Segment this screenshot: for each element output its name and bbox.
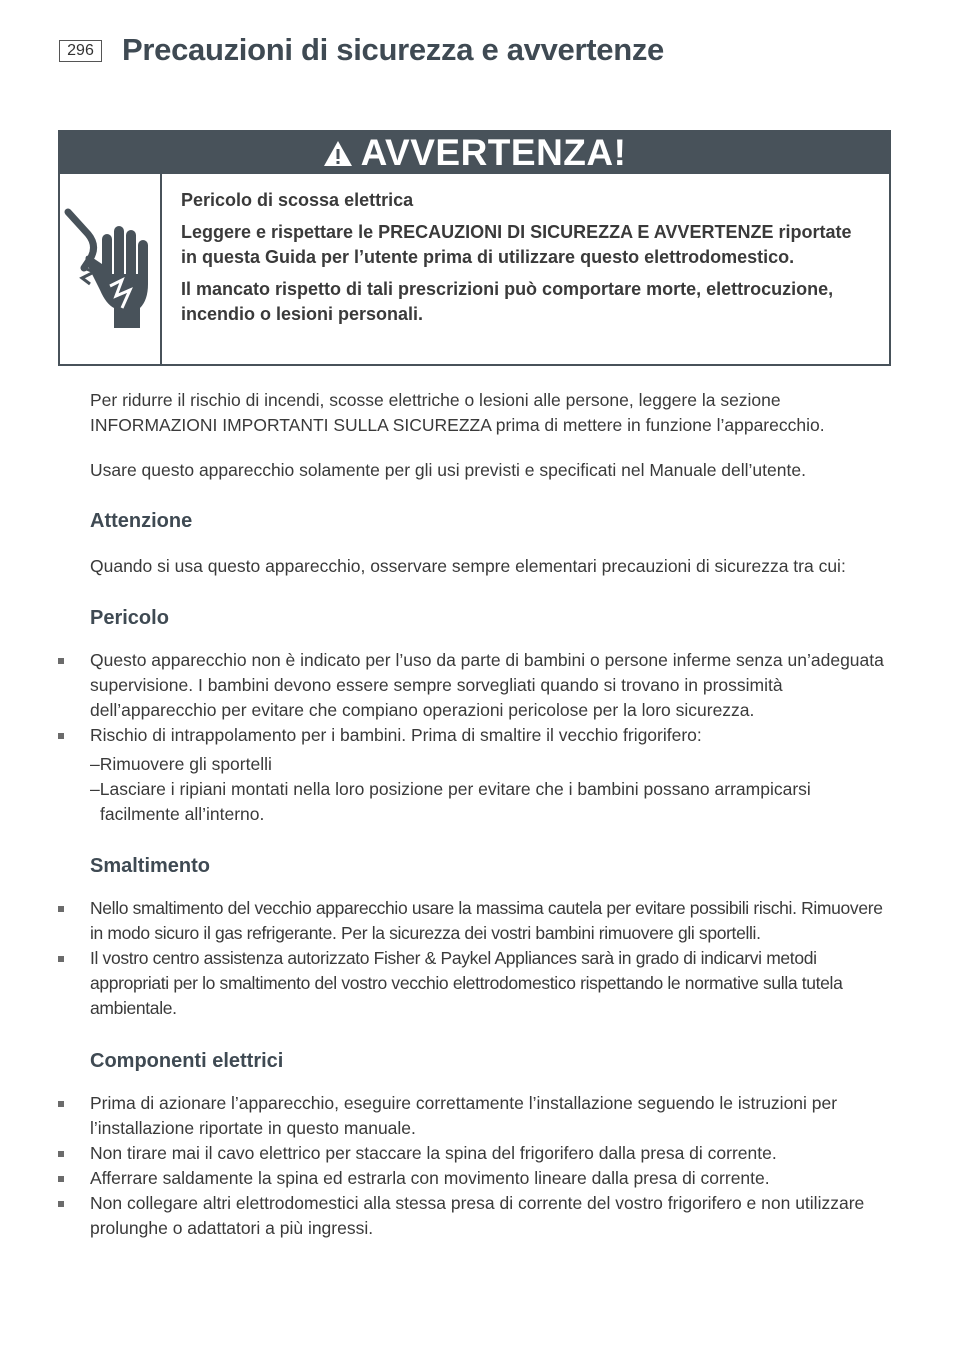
warning-box <box>58 130 891 366</box>
componenti-list <box>90 1091 890 1241</box>
warning-line: Pericolo di scossa elettrica <box>181 190 414 210</box>
list-item: Nello smaltimento del vecchio apparecchio usare la massima cautela per evitare possibili rischi. Rimuovere in modo sicuro il gas refrigerante. Per la sicurezza dei vostri bambini rimuovere gli sportelli. <box>90 896 890 946</box>
list-item: Afferrare saldamente la spina ed estrarla con movimento lineare dalla presa di corrente. <box>90 1166 890 1191</box>
section-heading-smaltimento: Smaltimento <box>90 855 211 877</box>
page-number: 296 <box>59 40 102 62</box>
electric-shock-hand-icon <box>60 204 160 334</box>
content <box>90 388 890 1241</box>
warning-line: Leggere e rispettare le PRECAUZIONI DI SICUREZZA E AVVERTENZE riportate in questa Guida per l’utente prima di utilizzare questo elettrodomestico. <box>181 222 852 267</box>
list-item: Rischio di intrappolamento per i bambini. Prima di smaltire il vecchio frigorifero: <box>90 723 890 748</box>
section-heading-attenzione: Attenzione <box>90 510 193 532</box>
warning-title: AVVERTENZA! <box>360 132 627 173</box>
pericolo-list <box>90 648 890 748</box>
section-heading-pericolo: Pericolo <box>90 607 169 629</box>
list-item: Il vostro centro assistenza autorizzato Fisher & Paykel Appliances sarà in grado di indicarvi metodi appropriati per lo smaltimento del vostro vecchio elettrodomestico rispettando le normative sulla tutela ambientale. <box>90 946 890 1021</box>
warning-icon-cell <box>60 174 162 364</box>
section-heading-componenti: Componenti elettrici <box>90 1050 284 1072</box>
list-item: Non tirare mai il cavo elettrico per staccare la spina del frigorifero dalla presa di corrente. <box>90 1141 890 1166</box>
list-item: Questo apparecchio non è indicato per l’uso da parte di bambini o persone inferme senza un’adeguata supervisione. I bambini devono essere sempre sorvegliati quando si trovano in prossimità dell’apparecchio per evitare che compiano operazioni pericolose per la loro sicurezza. <box>90 648 890 723</box>
smaltimento-list <box>90 896 890 1021</box>
dash-item: –Rimuovere gli sportelli <box>90 754 272 774</box>
warning-header <box>60 132 889 174</box>
list-item: Non collegare altri elettrodomestici alla stessa presa di corrente del vostro frigorifero e non utilizzare prolunghe o adattatori a più ingressi. <box>90 1191 890 1241</box>
attenzione-text: Quando si usa questo apparecchio, osservare sempre elementari precauzioni di sicurezza tra cui: <box>90 556 846 576</box>
list-item: Prima di azionare l’apparecchio, eseguire correttamente l’installazione seguendo le istruzioni per l’installazione riportate in questo manuale. <box>90 1091 890 1141</box>
warning-text <box>162 174 889 364</box>
intro-paragraph: Per ridurre il rischio di incendi, scosse elettriche o lesioni alle persone, leggere la sezione INFORMAZIONI IMPORTANTI SULLA SICUREZZA prima di mettere in funzione l’apparecchio. <box>90 390 825 435</box>
dash-item: –Lasciare i ripiani montati nella loro posizione per evitare che i bambini possano arrampicarsi facilmente all’interno. <box>90 779 811 824</box>
page-title: Precauzioni di sicurezza e avvertenze <box>122 32 664 67</box>
warning-line: Il mancato rispetto di tali prescrizioni può comportare morte, elettrocuzione, incendio o lesioni personali. <box>181 279 834 324</box>
intro-paragraph: Usare questo apparecchio solamente per gli usi previsti e specificati nel Manuale dell’utente. <box>90 460 806 480</box>
warning-triangle-icon <box>323 140 353 167</box>
